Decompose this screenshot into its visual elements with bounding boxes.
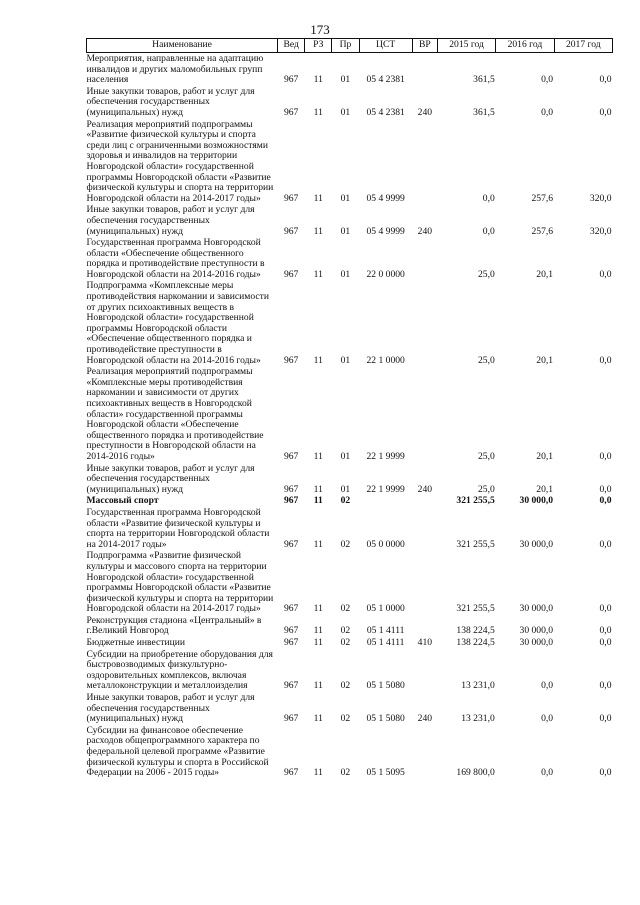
- row-rz: 11: [313, 74, 323, 86]
- row-cst: 05 0 0000: [366, 538, 405, 550]
- row-2017: 0,0: [599, 625, 612, 637]
- row-2016: 20,1: [536, 354, 554, 366]
- row-cst: 05 1 5080: [366, 680, 405, 692]
- row-ved: 967: [283, 767, 299, 779]
- row-rz: 11: [313, 767, 323, 779]
- table-row: [87, 649, 613, 692]
- row-rz: 11: [313, 106, 323, 118]
- row-vr: [412, 649, 437, 692]
- row-rz: 11: [313, 483, 323, 495]
- table-row: [87, 615, 613, 637]
- row-pr: 02: [340, 713, 351, 725]
- table-row: [87, 463, 613, 496]
- table-row: [87, 366, 613, 462]
- row-vr: [412, 366, 437, 462]
- row-cst: 05 1 4111: [366, 625, 405, 637]
- row-rz: 11: [313, 538, 323, 550]
- header-pr: Пр: [332, 39, 359, 53]
- row-2015: 361,5: [473, 106, 495, 118]
- row-ved: 967: [283, 625, 299, 637]
- row-2016: 0,0: [541, 680, 554, 692]
- row-pr: 01: [340, 225, 351, 237]
- row-ved: 967: [283, 192, 299, 204]
- row-2017: 320,0: [589, 225, 612, 237]
- row-ved: 967: [283, 713, 299, 725]
- row-name: Мероприятия, направленные на адаптацию инвалидов и других маломобильных групп населения: [86, 53, 264, 86]
- row-name: Иные закупки товаров, работ и услуг для обеспечения государственных (муниципальных) нужд: [86, 692, 255, 725]
- row-2017: 0,0: [599, 483, 612, 495]
- header-2016: 2016 год: [496, 39, 554, 53]
- row-cst: 05 1 5080: [366, 713, 405, 725]
- row-pr: 02: [340, 680, 351, 692]
- row-name: Бюджетные инвестиции: [86, 637, 185, 649]
- table-row: [87, 119, 613, 205]
- row-cst: 22 0 0000: [366, 268, 405, 280]
- row-cst: 05 1 5095: [366, 767, 405, 779]
- row-ved: 967: [283, 483, 299, 495]
- header-ved: Вед: [278, 39, 305, 53]
- row-pr: 01: [340, 483, 351, 495]
- row-rz: 11: [313, 450, 323, 462]
- row-2016: 30 000,0: [519, 637, 554, 649]
- row-name: Государственная программа Новгородской области «Развитие физической культуры и спорта на территории Новгородской области на 2014-2017 годы»: [86, 506, 270, 550]
- row-cst: 05 4 9999: [366, 192, 405, 204]
- row-2015: 169 800,0: [456, 767, 495, 779]
- row-ved: 967: [283, 680, 299, 692]
- row-2015: 25,0: [477, 483, 495, 495]
- row-rz: 11: [313, 637, 323, 649]
- row-rz: 11: [313, 192, 323, 204]
- row-ved: 967: [283, 603, 299, 615]
- row-2016: 20,1: [536, 450, 554, 462]
- row-vr: [412, 280, 437, 366]
- row-rz: 11: [313, 225, 323, 237]
- table-row: [87, 550, 613, 615]
- row-name: Массовый спорт: [86, 495, 159, 507]
- row-ved: 967: [283, 495, 299, 507]
- row-2016: 30 000,0: [519, 603, 554, 615]
- row-name: Государственная программа Новгородской области «Обеспечение общественного порядка и противодействие преступности в Новгородской области на 2014-2016 годы»: [86, 237, 265, 280]
- table-row: [87, 237, 613, 280]
- row-vr: [412, 550, 437, 615]
- row-2016: 257,6: [531, 225, 554, 237]
- table-row: [87, 692, 613, 725]
- row-pr: 02: [340, 603, 351, 615]
- row-2015: 13 231,0: [461, 680, 495, 692]
- row-name: Субсидии на финансовое обеспечение расходов общепрограммного характера по федеральной целевой программе «Развитие физической культуры и спорта в Российской Федерации на 2006 - 2015 годы»: [86, 724, 269, 779]
- header-cst: ЦСТ: [359, 39, 412, 53]
- row-2016: 257,6: [531, 192, 554, 204]
- row-vr: [412, 495, 437, 507]
- row-pr: 01: [340, 354, 351, 366]
- row-ved: 967: [283, 106, 299, 118]
- row-2017: 0,0: [599, 495, 612, 507]
- row-vr: 410: [417, 637, 433, 649]
- page-number: 173: [310, 22, 330, 37]
- row-rz: 11: [313, 603, 323, 615]
- row-pr: 01: [340, 74, 351, 86]
- row-2015: 138 224,5: [456, 637, 495, 649]
- row-2015: 138 224,5: [456, 625, 495, 637]
- row-pr: 02: [340, 495, 351, 507]
- row-2016: 0,0: [541, 713, 554, 725]
- row-2017: 0,0: [599, 450, 612, 462]
- row-ved: 967: [283, 74, 299, 86]
- row-2016: 20,1: [536, 483, 554, 495]
- table-row: [87, 495, 613, 507]
- row-pr: 02: [340, 538, 351, 550]
- row-cst: 05 4 9999: [366, 225, 405, 237]
- row-cst: 05 4 2381: [366, 74, 405, 86]
- row-pr: 01: [340, 268, 351, 280]
- table-row: [87, 725, 613, 779]
- row-2015: 0,0: [482, 225, 495, 237]
- row-2015: 13 231,0: [461, 713, 495, 725]
- row-cst: 22 1 0000: [366, 354, 405, 366]
- row-vr: [412, 615, 437, 637]
- row-pr: 02: [340, 637, 351, 649]
- table-body: [87, 53, 613, 779]
- row-name: Субсидии на приобретение оборудования для быстровозводимых физкультурно-оздоровительных комплексов, включая металлоконструкции и металлоизделия: [86, 648, 273, 692]
- row-name: Подпрограмма «Комплексные меры противодействия наркомании и зависимости от других психоактивных веществ в Новгородской области» государственной программы Новгородской области «Обеспечение общественного порядка и противодействие преступности в Новгородской области на 2014-2016 годы»: [86, 280, 269, 366]
- row-ved: 967: [283, 538, 299, 550]
- row-2016: 30 000,0: [519, 495, 554, 507]
- row-2015: 321 255,5: [456, 603, 495, 615]
- row-vr: [412, 237, 437, 280]
- row-pr: 01: [340, 106, 351, 118]
- table-row: [87, 86, 613, 119]
- row-2017: 0,0: [599, 680, 612, 692]
- row-2015: 361,5: [473, 74, 495, 86]
- row-vr: [412, 53, 437, 86]
- row-pr: 01: [340, 192, 351, 204]
- row-cst: 05 1 0000: [366, 603, 405, 615]
- row-ved: 967: [283, 637, 299, 649]
- row-2015: 25,0: [477, 268, 495, 280]
- header-2017: 2017 год: [554, 39, 612, 53]
- row-2016: 30 000,0: [519, 625, 554, 637]
- table-row: [87, 637, 613, 649]
- row-vr: 240: [417, 713, 433, 725]
- row-rz: 11: [313, 495, 323, 507]
- row-rz: 11: [313, 680, 323, 692]
- table-header-row: [87, 39, 613, 53]
- row-vr: [412, 119, 437, 205]
- row-2017: 0,0: [599, 74, 612, 86]
- row-2015: 25,0: [477, 354, 495, 366]
- header-rz: РЗ: [305, 39, 332, 53]
- row-2017: 0,0: [599, 767, 612, 779]
- row-pr: 02: [340, 767, 351, 779]
- row-rz: 11: [313, 713, 323, 725]
- row-2017: 0,0: [599, 603, 612, 615]
- row-ved: 967: [283, 354, 299, 366]
- row-2017: 0,0: [599, 268, 612, 280]
- row-2016: 0,0: [541, 106, 554, 118]
- row-2016: 20,1: [536, 268, 554, 280]
- row-name: Реализация мероприятий подпрограммы «Развитие физической культуры и спорта среди лиц с ограниченными возможностями здоровья и инвалидов на территории Новгородской области» государственной программы Новгородской области «Развитие физической культуры и спорта на территории Новгородской области на 2014-2017 годы»: [86, 118, 274, 204]
- row-name: Иные закупки товаров, работ и услуг для обеспечения государственных (муниципальных) нужд: [86, 462, 255, 495]
- row-2017: 0,0: [599, 106, 612, 118]
- row-vr: 240: [417, 106, 433, 118]
- row-2017: 0,0: [599, 538, 612, 550]
- budget-table: [86, 38, 613, 779]
- row-2017: 0,0: [599, 713, 612, 725]
- row-2017: 320,0: [589, 192, 612, 204]
- row-cst: 22 1 9999: [366, 450, 405, 462]
- header-vr: ВР: [412, 39, 437, 53]
- table-row: [87, 204, 613, 237]
- row-name: Иные закупки товаров, работ и услуг для обеспечения государственных (муниципальных) нужд: [86, 85, 255, 118]
- row-ved: 967: [283, 268, 299, 280]
- row-name: Реализация мероприятий подпрограммы «Комплексные меры противодействия наркомании и зависимости от других психоактивных веществ в Новгородской области» государственной программы Новгородской области «Обеспечение общественного порядка и противодействие преступности в Новгородской области на 2014-2016 годы»: [86, 366, 264, 462]
- row-pr: 01: [340, 450, 351, 462]
- row-cst: 05 4 2381: [366, 106, 405, 118]
- row-2017: 0,0: [599, 637, 612, 649]
- row-name: Подпрограмма «Развитие физической культуры и массового спорта на территории Новгородской области» государственной программы Новгородской области «Развитие физической культуры и спорта на территории Новгородской области на 2014-2017 годы»: [86, 550, 274, 615]
- header-2015: 2015 год: [437, 39, 495, 53]
- row-vr: [412, 507, 437, 550]
- table-row: [87, 280, 613, 366]
- table-row: [87, 507, 613, 550]
- row-rz: 11: [313, 354, 323, 366]
- header-name: Наименование: [87, 39, 278, 53]
- row-2016: 0,0: [541, 74, 554, 86]
- row-pr: 02: [340, 625, 351, 637]
- row-cst: [359, 495, 412, 507]
- table-row: [87, 53, 613, 86]
- row-rz: 11: [313, 268, 323, 280]
- row-ved: 967: [283, 450, 299, 462]
- row-vr: [412, 725, 437, 779]
- row-2016: 0,0: [541, 767, 554, 779]
- row-2015: 0,0: [482, 192, 495, 204]
- row-rz: 11: [313, 625, 323, 637]
- row-name: Реконструкция стадиона «Центральный» в г.Великий Новгород: [86, 614, 262, 637]
- row-2017: 0,0: [599, 354, 612, 366]
- row-name: Иные закупки товаров, работ и услуг для обеспечения государственных (муниципальных) нужд: [86, 204, 255, 237]
- row-vr: 240: [417, 483, 433, 495]
- row-cst: 05 1 4111: [366, 637, 405, 649]
- row-2015: 25,0: [477, 450, 495, 462]
- row-cst: 22 1 9999: [366, 483, 405, 495]
- row-ved: 967: [283, 225, 299, 237]
- row-2015: 321 255,5: [456, 538, 495, 550]
- row-vr: 240: [417, 225, 433, 237]
- row-2015: 321 255,5: [456, 495, 495, 507]
- row-2016: 30 000,0: [519, 538, 554, 550]
